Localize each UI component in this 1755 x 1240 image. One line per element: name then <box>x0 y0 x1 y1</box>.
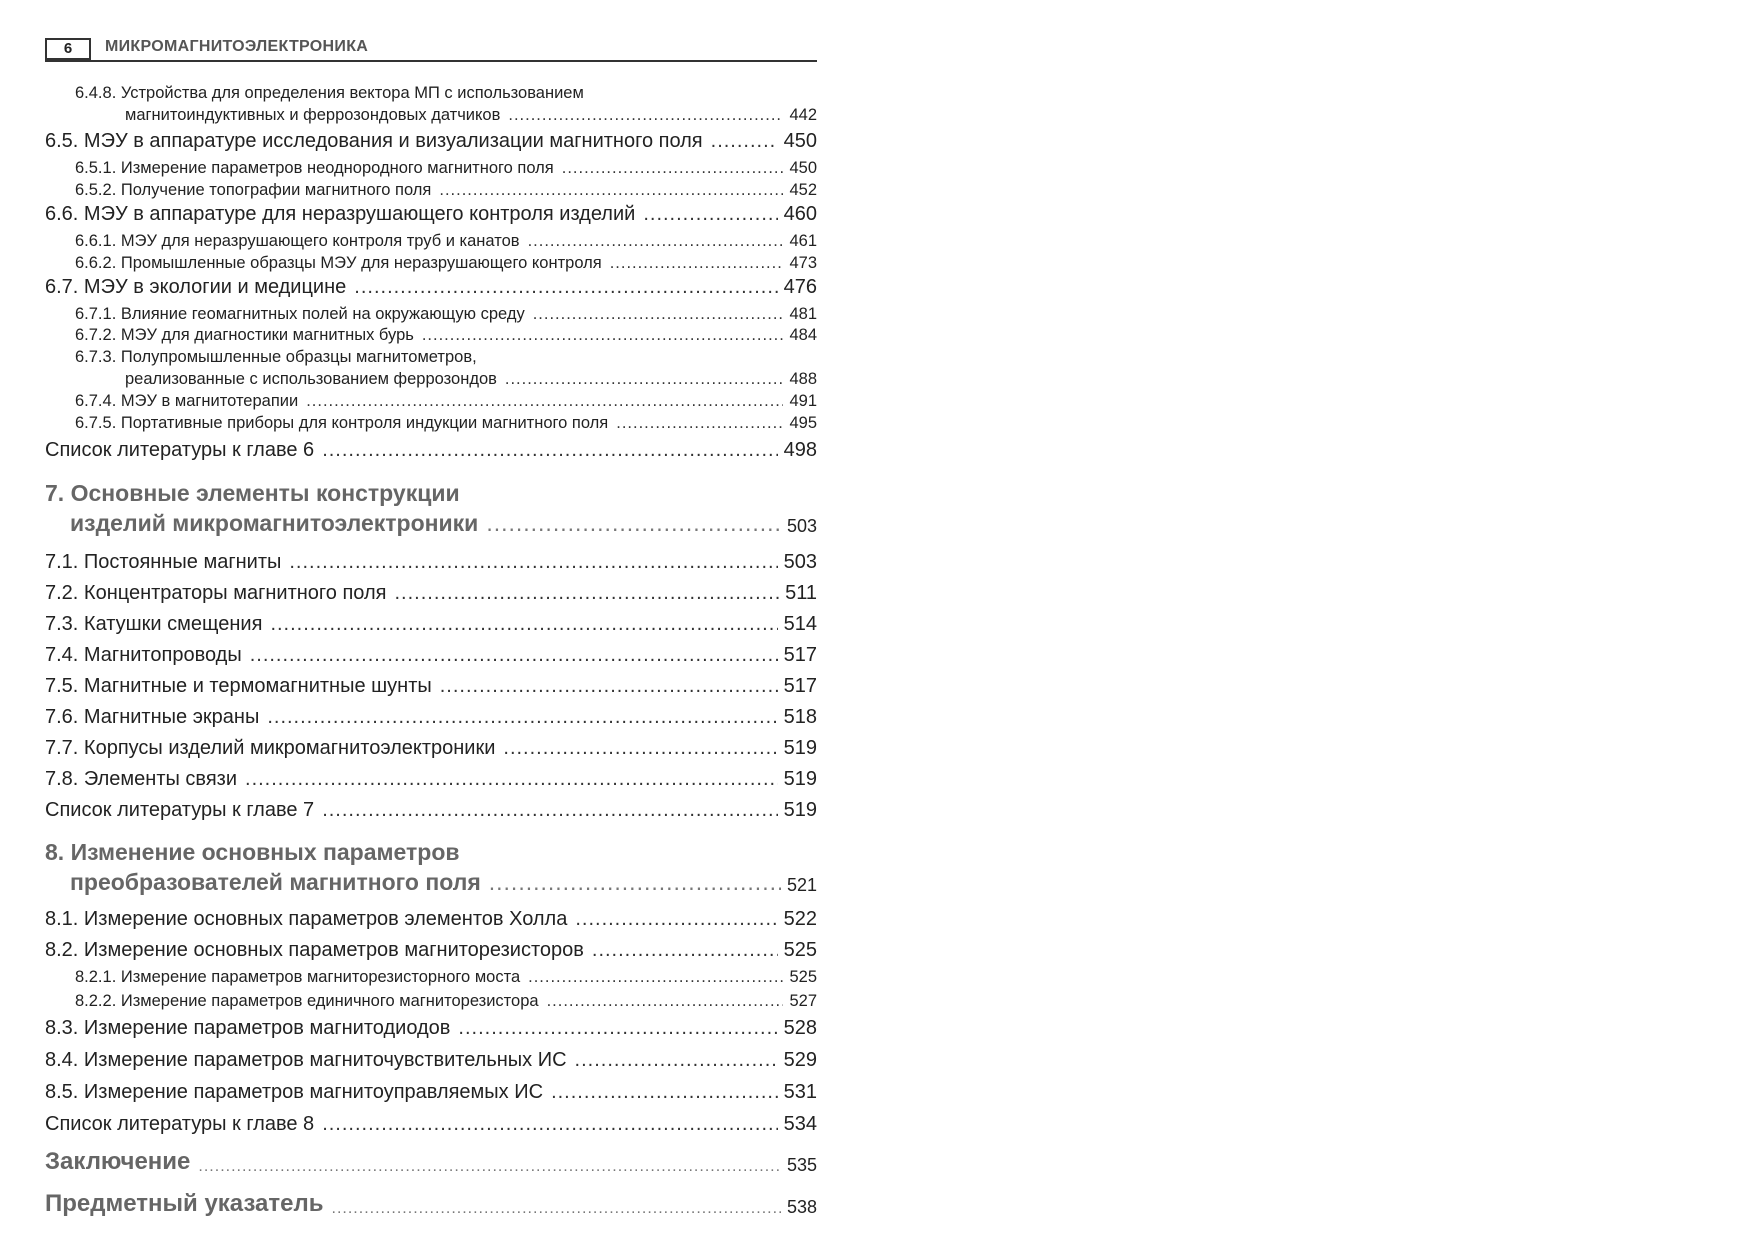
toc-page-number: 476 <box>783 276 817 298</box>
leader-dots <box>505 370 784 389</box>
toc-page-number: 522 <box>783 908 817 930</box>
leader-dots <box>528 232 784 251</box>
leader-dots <box>547 992 784 1011</box>
toc-page-number: 481 <box>789 305 817 323</box>
toc-entry-6-7-1 <box>45 305 817 324</box>
toc-page-number: 442 <box>789 106 817 124</box>
toc-entry-8-4 <box>45 1049 817 1072</box>
toc-entry-text: реализованные с использованием феррозондов <box>125 370 497 388</box>
toc-entry-8-3 <box>45 1017 817 1040</box>
toc-entry-text: 7.3. Катушки смещения <box>45 613 263 635</box>
toc-entry-text: 8.2.1. Измерение параметров магниторезисторного моста <box>75 968 521 986</box>
toc-page-number: 495 <box>789 414 817 432</box>
toc-page-number: 518 <box>783 706 817 728</box>
toc-entry-6-7-3-line1: 6.7.3. Полупромышленные образцы магнитометров, <box>75 348 477 366</box>
leader-dots <box>439 181 783 200</box>
leader-dots <box>394 582 779 605</box>
toc-entry-7-7 <box>45 737 817 760</box>
toc-entry-text: 6.6. МЭУ в аппаратуре для неразрушающего контроля изделий <box>45 203 636 225</box>
toc-entry-7-3 <box>45 613 817 636</box>
leader-dots <box>267 706 777 729</box>
toc-page-number: 461 <box>789 232 817 250</box>
leader-dots <box>575 908 777 931</box>
toc-entry-text: 6.6.2. Промышленные образцы МЭУ для неразрушающего контроля <box>75 254 602 272</box>
leader-dots <box>440 675 778 698</box>
toc-entry-8-2 <box>45 939 817 962</box>
toc-entry-text: магнитоиндуктивных и феррозондовых датчиков <box>125 106 501 124</box>
toc-entry-text: 6.5. МЭУ в аппаратуре исследования и визуализации магнитного поля <box>45 130 703 152</box>
toc-entry-text: Заключение <box>45 1148 191 1175</box>
toc-entry-text: 7.5. Магнитные и термомагнитные шунты <box>45 675 432 697</box>
page-number: 6 <box>45 38 91 60</box>
leader-dots <box>592 939 778 962</box>
toc-entry-7-8 <box>45 768 817 791</box>
toc-entry-text: изделий микромагнитоэлектроники <box>70 510 479 536</box>
leader-dots <box>528 968 783 987</box>
toc-page-number: 529 <box>783 1049 817 1071</box>
toc-entry-text: 7.1. Постоянные магниты <box>45 551 282 573</box>
toc-entry-conclusion <box>45 1148 817 1176</box>
toc-page-number: 519 <box>783 737 817 759</box>
toc-page-number: 519 <box>783 799 817 821</box>
toc-entry-text: 7.7. Корпусы изделий микромагнитоэлектроники <box>45 737 496 759</box>
toc-entry-text: 6.7.1. Влияние геомагнитных полей на окружающую среду <box>75 305 525 323</box>
toc-entry-subject-index <box>45 1190 817 1218</box>
toc-entry-8-2-1 <box>45 968 817 987</box>
toc-page-number: 527 <box>789 992 817 1010</box>
toc-page-number: 514 <box>783 613 817 635</box>
toc-entry-6-7-2 <box>45 326 817 345</box>
toc-entry-text: Список литературы к главе 6 <box>45 439 315 461</box>
leader-dots <box>551 1081 778 1104</box>
toc-entry-7-6 <box>45 706 817 729</box>
leader-dots <box>533 305 784 324</box>
toc-entry-text: 7.6. Магнитные экраны <box>45 706 260 728</box>
toc-entry-6-4-8-line1: 6.4.8. Устройства для определения вектора МП с использованием <box>75 84 584 102</box>
toc-page-number: 503 <box>786 516 817 536</box>
leader-dots <box>322 1113 777 1136</box>
toc-entry-text: 6.7.4. МЭУ в магнитотерапии <box>75 392 299 410</box>
leader-dots <box>289 551 777 574</box>
leader-dots <box>322 799 777 822</box>
leader-dots <box>616 414 783 433</box>
toc-chapter-7 <box>45 510 817 537</box>
book-title: МИКРОМАГНИТОЭЛЕКТРОНИКА <box>105 38 369 55</box>
toc-entry-6-5-1 <box>45 159 817 178</box>
toc-page-number: 521 <box>786 875 817 895</box>
toc-page-number: 460 <box>783 203 817 225</box>
leader-dots <box>322 439 777 462</box>
toc-entry-text: 8.2. Измерение основных параметров магниторезисторов <box>45 939 584 961</box>
toc-entry-text: 7.4. Магнитопроводы <box>45 644 242 666</box>
toc-entry-text: 6.7. МЭУ в экологии и медицине <box>45 276 347 298</box>
toc-entry-text: 7.2. Концентраторы магнитного поля <box>45 582 387 604</box>
toc-page-number: 498 <box>783 439 817 461</box>
toc-page-number: 491 <box>789 392 817 410</box>
leader-dots <box>575 1049 778 1072</box>
toc-entry-6-6-1 <box>45 232 817 251</box>
running-header <box>45 36 817 62</box>
toc-entry-6-6-2 <box>45 254 817 273</box>
toc-chapter-7-line1: 7. Основные элементы конструкции <box>45 480 460 506</box>
leader-dots <box>354 276 777 299</box>
toc-entry-6-6 <box>45 203 817 226</box>
toc-entry-literature-8 <box>45 1113 817 1136</box>
toc-entry-7-2 <box>45 582 817 605</box>
toc-entry-7-1 <box>45 551 817 574</box>
toc-entry-text: 6.7.5. Портативные приборы для контроля индукции магнитного поля <box>75 414 609 432</box>
toc-page-number: 450 <box>783 130 817 152</box>
toc-page-number: 517 <box>783 644 817 666</box>
toc-entry-6-7 <box>45 276 817 299</box>
toc-entry-text: 8.5. Измерение параметров магнитоуправляемых ИС <box>45 1081 544 1103</box>
leader-dots <box>508 106 783 125</box>
leader-dots <box>486 510 781 537</box>
leader-dots <box>489 869 781 896</box>
toc-entry-6-7-3 <box>45 370 817 389</box>
toc-page-number: 450 <box>789 159 817 177</box>
toc-entry-6-5-2 <box>45 181 817 200</box>
toc-page-number: 531 <box>783 1081 817 1103</box>
toc-entry-text: 8.3. Измерение параметров магнитодиодов <box>45 1017 451 1039</box>
toc-chapter-8 <box>45 869 817 896</box>
leader-dots <box>562 159 784 178</box>
leader-dots <box>245 768 778 791</box>
leader-dots <box>422 326 784 345</box>
toc-page-number: 511 <box>785 582 817 604</box>
leader-dots <box>270 613 777 636</box>
leader-dots <box>643 203 777 226</box>
toc-page-number: 484 <box>789 326 817 344</box>
toc-entry-8-2-2 <box>45 992 817 1011</box>
toc-page-number: 488 <box>789 370 817 388</box>
leader-dots <box>711 130 778 153</box>
toc-entry-6-5 <box>45 130 817 153</box>
leader-dots <box>458 1017 777 1040</box>
toc-page-number: 525 <box>783 939 817 961</box>
leader-dots <box>306 392 783 411</box>
toc-page-number: 452 <box>789 181 817 199</box>
leader-dots <box>332 1200 781 1218</box>
toc-entry-6-7-5 <box>45 414 817 433</box>
toc-entry-6-4-8 <box>45 106 817 125</box>
toc-page-number: 519 <box>783 768 817 790</box>
leader-dots <box>610 254 784 273</box>
toc-page-number: 473 <box>789 254 817 272</box>
toc-page-number: 534 <box>783 1113 817 1135</box>
toc-entry-text: 8.2.2. Измерение параметров единичного магниторезистора <box>75 992 539 1010</box>
toc-entry-text: 6.6.1. МЭУ для неразрушающего контроля труб и канатов <box>75 232 520 250</box>
toc-entry-8-5 <box>45 1081 817 1104</box>
toc-entry-text: Список литературы к главе 7 <box>45 799 315 821</box>
toc-page-number: 535 <box>786 1155 817 1175</box>
toc-entry-text: 8.4. Измерение параметров магниточувствительных ИС <box>45 1049 567 1071</box>
toc-entry-6-7-4 <box>45 392 817 411</box>
leader-dots <box>503 737 777 760</box>
toc-page-number: 503 <box>783 551 817 573</box>
toc-entry-8-1 <box>45 908 817 931</box>
toc-entry-text: преобразователей магнитного поля <box>70 869 481 895</box>
toc-page-number: 528 <box>783 1017 817 1039</box>
toc-entry-literature-7 <box>45 799 817 822</box>
toc-entry-literature-6 <box>45 439 817 462</box>
toc-entry-7-4 <box>45 644 817 667</box>
toc-entry-text: 8.1. Измерение основных параметров элементов Холла <box>45 908 568 930</box>
toc-page-number: 517 <box>783 675 817 697</box>
leader-dots <box>250 644 778 667</box>
toc-entry-text: Список литературы к главе 8 <box>45 1113 315 1135</box>
toc-page-number: 538 <box>786 1197 817 1217</box>
toc-chapter-8-line1: 8. Изменение основных параметров <box>45 839 460 865</box>
toc-page-number: 525 <box>789 968 817 986</box>
toc-entry-text: 6.5.1. Измерение параметров неоднородного магнитного поля <box>75 159 554 177</box>
toc-entry-text: 6.5.2. Получение топографии магнитного поля <box>75 181 432 199</box>
toc-entry-text: Предметный указатель <box>45 1190 324 1217</box>
toc-entry-text: 7.8. Элементы связи <box>45 768 238 790</box>
toc-entry-text: 6.7.2. МЭУ для диагностики магнитных бурь <box>75 326 414 344</box>
leader-dots <box>198 1158 781 1176</box>
toc-entry-7-5 <box>45 675 817 698</box>
